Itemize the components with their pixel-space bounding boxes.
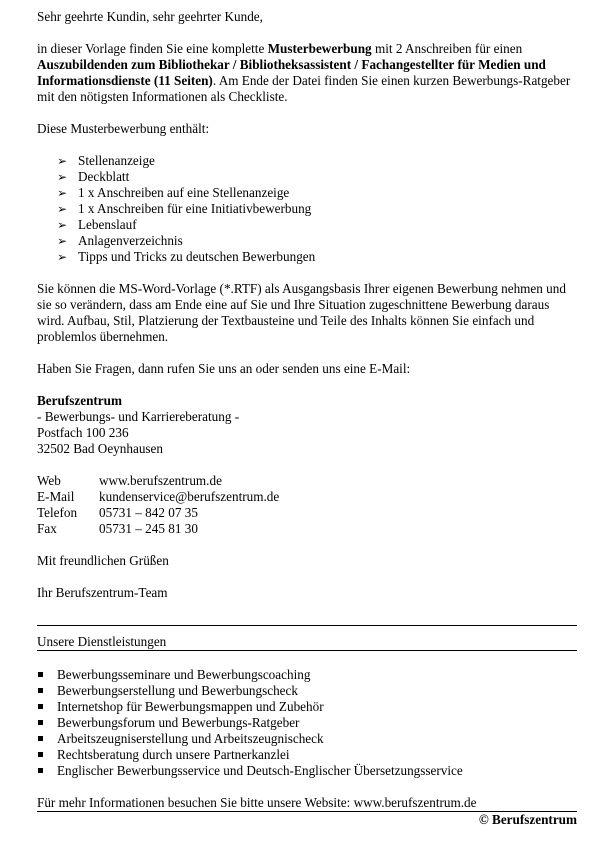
list-item-label: Arbeitszeugniserstellung und Arbeitszeugnischeck bbox=[57, 731, 324, 746]
intro-bold-2: Auszubildenden zum Bibliothekar / Bibliotheksassistent / Fachangestellter für Medien und Informationsdienste (11 Seiten) bbox=[37, 57, 546, 88]
more-info-line: Für mehr Informationen besuchen Sie bitte unsere Website: www.berufszentrum.de bbox=[37, 795, 477, 810]
list-item bbox=[37, 715, 577, 731]
intro-text-3: . Am Ende der Datei finden Sie einen kurzen Bewerbungs-Ratgeber mit den nötigsten Informationen als Checkliste. bbox=[37, 73, 571, 104]
list-item-label: Tipps und Tricks zu deutschen Bewerbungen bbox=[78, 249, 316, 264]
contact-row-fax bbox=[37, 521, 577, 537]
list-item-label: 1 x Anschreiben auf eine Stellenanzeige bbox=[78, 185, 290, 200]
closing: Mit freundlichen Grüßen bbox=[37, 553, 169, 568]
arrow-bullet-icon: ➢ bbox=[57, 250, 68, 264]
usage-paragraph: Sie können die MS-Word-Vorlage (*.RTF) als Ausgangsbasis Ihrer eigenen Bewerbung nehmen und sie so verändern, dass am Ende eine auf Sie und Ihre Situation zugeschnittene Bewerbung daraus wird. Aufbau, Stil, Platzierung der Textbausteine und Teile des Inhalts können Sie einfach und problemlos übernehmen. bbox=[37, 281, 566, 344]
square-bullet-icon bbox=[38, 688, 43, 693]
list-item bbox=[37, 249, 577, 265]
email-link[interactable]: kundenservice@berufszentrum.de bbox=[99, 489, 280, 504]
arrow-bullet-icon: ➢ bbox=[57, 234, 68, 248]
services-heading: Unsere Dienstleistungen bbox=[37, 634, 167, 649]
list-item-label: Bewerbungserstellung und Bewerbungscheck bbox=[57, 683, 298, 698]
company-name: Berufszentrum bbox=[37, 393, 122, 408]
contact-label: E-Mail bbox=[37, 489, 75, 504]
document-page bbox=[37, 9, 577, 828]
contact-block bbox=[37, 473, 577, 537]
list-item-label: Englischer Bewerbungsservice und Deutsch-Englischer Übersetzungsservice bbox=[57, 763, 463, 778]
list-item bbox=[37, 169, 577, 185]
square-bullet-icon bbox=[38, 768, 43, 773]
intro-paragraph bbox=[37, 41, 577, 105]
phone-number: 05731 – 842 07 35 bbox=[99, 505, 198, 520]
signature: Ihr Berufszentrum-Team bbox=[37, 585, 168, 600]
list-item-label: Rechtsberatung durch unsere Partnerkanzlei bbox=[57, 747, 290, 762]
arrow-bullet-icon: ➢ bbox=[57, 202, 68, 216]
fax-number: 05731 – 245 81 30 bbox=[99, 521, 198, 536]
list-item bbox=[37, 217, 577, 233]
list-item-label: Stellenanzeige bbox=[78, 153, 155, 168]
list-item-label: 1 x Anschreiben für eine Initiativbewerbung bbox=[78, 201, 312, 216]
list-item bbox=[37, 683, 577, 699]
arrow-bullet-icon: ➢ bbox=[57, 218, 68, 232]
square-bullet-icon bbox=[38, 704, 43, 709]
list-item bbox=[37, 747, 577, 763]
square-bullet-icon bbox=[38, 752, 43, 757]
list-item bbox=[37, 233, 577, 249]
list-item bbox=[37, 201, 577, 217]
list-item-label: Bewerbungsforum und Bewerbungs-Ratgeber bbox=[57, 715, 300, 730]
arrow-bullet-icon: ➢ bbox=[57, 186, 68, 200]
salutation: Sehr geehrte Kundin, sehr geehrter Kunde, bbox=[37, 9, 263, 24]
square-bullet-icon bbox=[38, 720, 43, 725]
list-item-label: Anlagenverzeichnis bbox=[78, 233, 183, 248]
address-block bbox=[37, 393, 577, 457]
contact-label: Web bbox=[37, 473, 61, 488]
list-item bbox=[37, 699, 577, 715]
square-bullet-icon bbox=[38, 736, 43, 741]
copyright: © Berufszentrum bbox=[478, 812, 577, 827]
list-item bbox=[37, 667, 577, 683]
list-item bbox=[37, 185, 577, 201]
intro-text-2: mit 2 Anschreiben für einen bbox=[371, 41, 523, 56]
list-item-label: Lebenslauf bbox=[78, 217, 137, 232]
contact-label: Telefon bbox=[37, 505, 78, 520]
contact-row-web bbox=[37, 473, 577, 489]
arrow-bullet-icon: ➢ bbox=[57, 154, 68, 168]
list-item bbox=[37, 763, 577, 779]
services-list bbox=[37, 667, 577, 779]
city: 32502 Bad Oeynhausen bbox=[37, 441, 163, 456]
intro-bold-1: Musterbewerbung bbox=[267, 41, 372, 56]
postbox: Postfach 100 236 bbox=[37, 425, 129, 440]
square-bullet-icon bbox=[38, 672, 43, 677]
contact-row-phone bbox=[37, 505, 577, 521]
intro-text-1: in dieser Vorlage finden Sie eine komplette bbox=[37, 41, 268, 56]
list-item-label: Bewerbungsseminare und Bewerbungscoaching bbox=[57, 667, 311, 682]
contents-heading: Diese Musterbewerbung enthält: bbox=[37, 121, 210, 136]
contents-list bbox=[37, 153, 577, 265]
company-tagline: - Bewerbungs- und Karriereberatung - bbox=[37, 409, 240, 424]
arrow-bullet-icon: ➢ bbox=[57, 170, 68, 184]
contact-row-email bbox=[37, 489, 577, 505]
list-item-label: Internetshop für Bewerbungsmappen und Zubehör bbox=[57, 699, 324, 714]
contact-label: Fax bbox=[37, 521, 57, 536]
list-item bbox=[37, 731, 577, 747]
list-item-label: Deckblatt bbox=[78, 169, 130, 184]
list-item bbox=[37, 153, 577, 169]
questions-line: Haben Sie Fragen, dann rufen Sie uns an oder senden uns eine E-Mail: bbox=[37, 361, 411, 376]
website-link[interactable]: www.berufszentrum.de bbox=[99, 473, 222, 488]
